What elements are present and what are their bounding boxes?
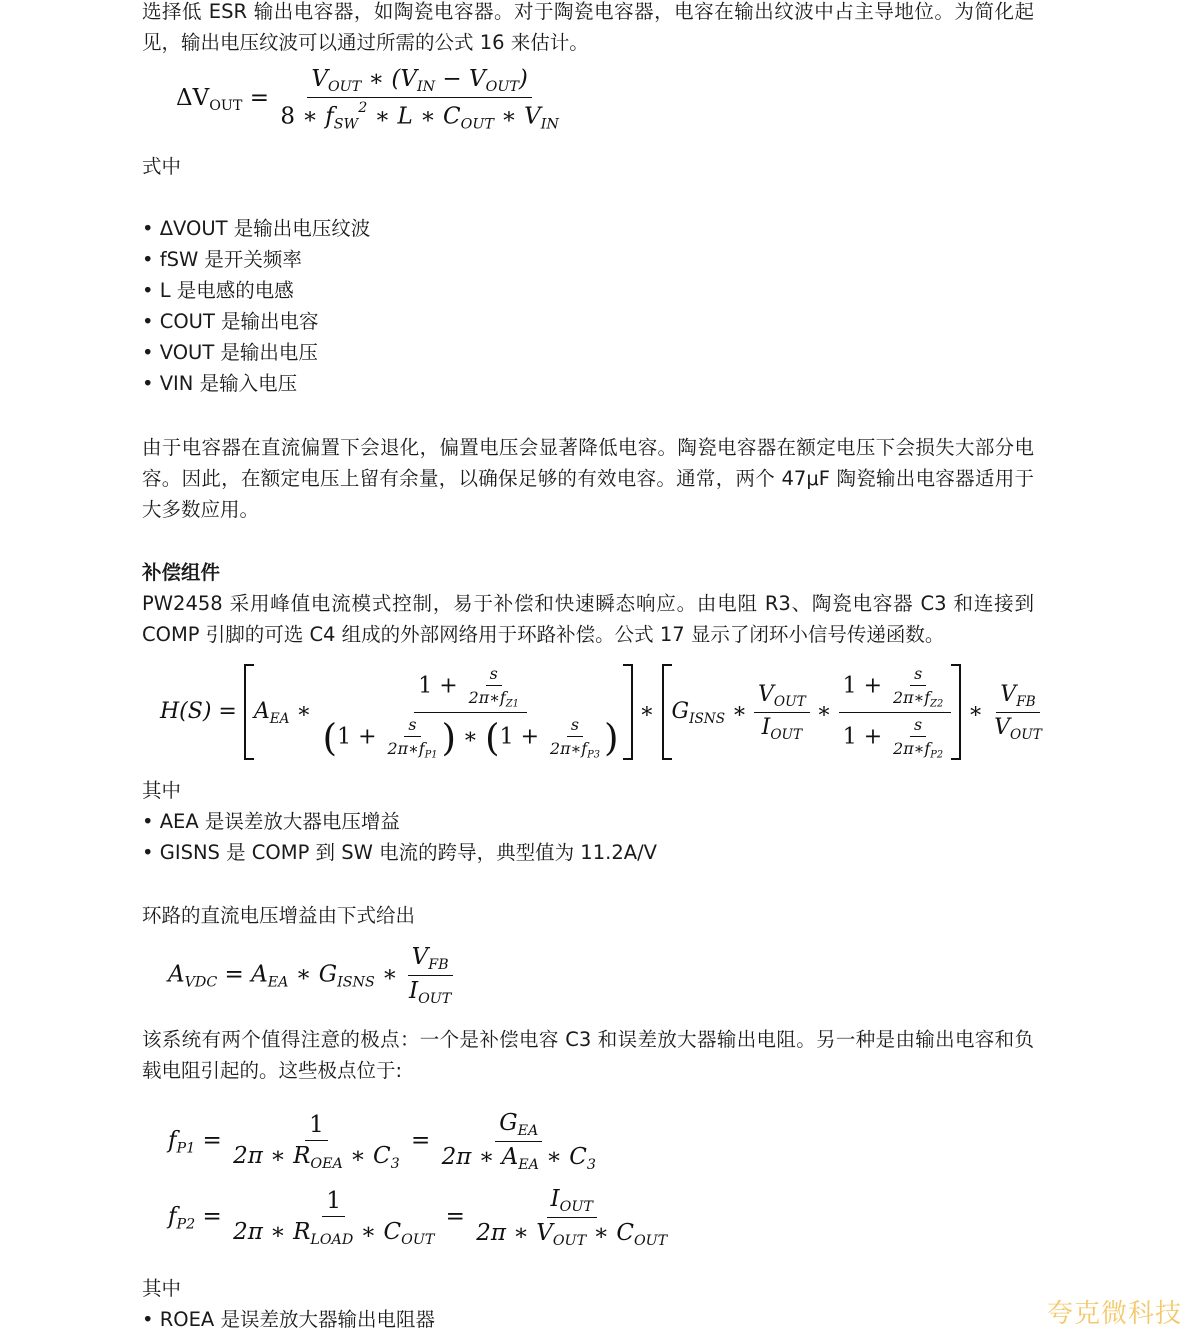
- label-where-2: 其中: [142, 779, 182, 802]
- list-item: • VIN 是输入电压: [142, 368, 370, 399]
- watermark: 夸克微科技: [1046, 1299, 1182, 1329]
- section-heading: 补偿组件: [142, 561, 221, 584]
- equation-transfer-function: $H(S) = A_{EA}$ ∗ 1 + $\frac{s}{2\pi∗f_{Z1}}$ (1 + $\frac{s}{2\pi∗f_{P1}}$ ) ∗ (1 + $\frac{s}{2\pi∗f_{P3}}$ ) ∗ $G_{ISNS}$ ∗ $\frac{V_{OUT}}{I_{OUT}}$ ∗ 1 + $\frac{s}{2\pi∗f_{Z2}}$ 1 + $\frac{s}{2\pi∗f_{P2}}$ ∗ $\frac{V_{FB}}{V_{OUT}}$: [160, 664, 1042, 760]
- equation-pole-fp1: $f_{P1}$ = $\frac{1}{2\pi ∗ R_{OEA} ∗ C_3}$ = $\frac{G_{EA}}{2\pi ∗ A_{EA} ∗ C_3}$: [168, 1110, 596, 1173]
- label-where-3: 其中: [142, 1277, 182, 1300]
- list-item: • L 是电感的电感: [142, 275, 370, 306]
- list-item: • AEA 是误差放大器电压增益: [142, 806, 657, 837]
- list-item: • COUT 是输出电容: [142, 306, 370, 337]
- list-item: • ROEA 是误差放大器输出电阻器: [142, 1304, 435, 1335]
- paragraph-compensation: PW2458 采用峰值电流模式控制，易于补偿和快速瞬态响应。由电阻 R3、陶瓷电容器 C3 和连接到 COMP 引脚的可选 C4 组成的外部网络用于环路补偿。公式 17 显示了闭环小信号传递函数。: [142, 592, 1034, 646]
- gain-variable-list: [142, 806, 657, 868]
- paragraph-dc-gain: 环路的直流电压增益由下式给出: [142, 904, 416, 927]
- list-item: • VOUT 是输出电压: [142, 337, 370, 368]
- list-item: • fSW 是开关频率: [142, 244, 370, 275]
- equation-ripple: $\Delta V_{OUT}$ = $\frac{V_{OUT} ∗ (V_{IN} - V_{OUT})}{8 ∗ f_{SW}^2 ∗ L ∗ C_{OUT} ∗ V_{IN}}$: [176, 66, 559, 133]
- paragraph-dc-bias: 由于电容器在直流偏置下会退化，偏置电压会显著降低电容。陶瓷电容器在额定电压下会损失大部分电容。因此，在额定电压上留有余量，以确保足够的有效电容。通常，两个 47μF 陶瓷输出电容器适用于大多数应用。: [142, 436, 1034, 521]
- paragraph-output-capacitor: 选择低 ESR 输出电容器，如陶瓷电容器。对于陶瓷电容器，电容在输出纹波中占主导地位。为简化起见，输出电压纹波可以通过所需的公式 16 来估计。: [142, 0, 1034, 54]
- label-where: 式中: [142, 155, 182, 178]
- equation-pole-fp2: $f_{P2}$ = $\frac{1}{2\pi ∗ R_{LOAD} ∗ C_{OUT}}$ = $\frac{I_{OUT}}{2\pi ∗ V_{OUT} ∗ C_{OUT}}$: [168, 1186, 668, 1249]
- list-item: • ΔVOUT 是输出电压纹波: [142, 213, 370, 244]
- resistor-variable-list: [142, 1304, 435, 1335]
- equation-dc-gain: $A_{VDC} = A_{EA}$ ∗ $G_{ISNS}$ ∗ $\frac{V_{FB}}{I_{OUT}}$: [168, 944, 452, 1007]
- variable-list: [142, 213, 370, 399]
- paragraph-poles: 该系统有两个值得注意的极点：一个是补偿电容 C3 和误差放大器输出电阻。另一种是由输出电容和负载电阻引起的。这些极点位于:: [142, 1028, 1034, 1082]
- list-item: • GISNS 是 COMP 到 SW 电流的跨导，典型值为 11.2A/V: [142, 837, 657, 868]
